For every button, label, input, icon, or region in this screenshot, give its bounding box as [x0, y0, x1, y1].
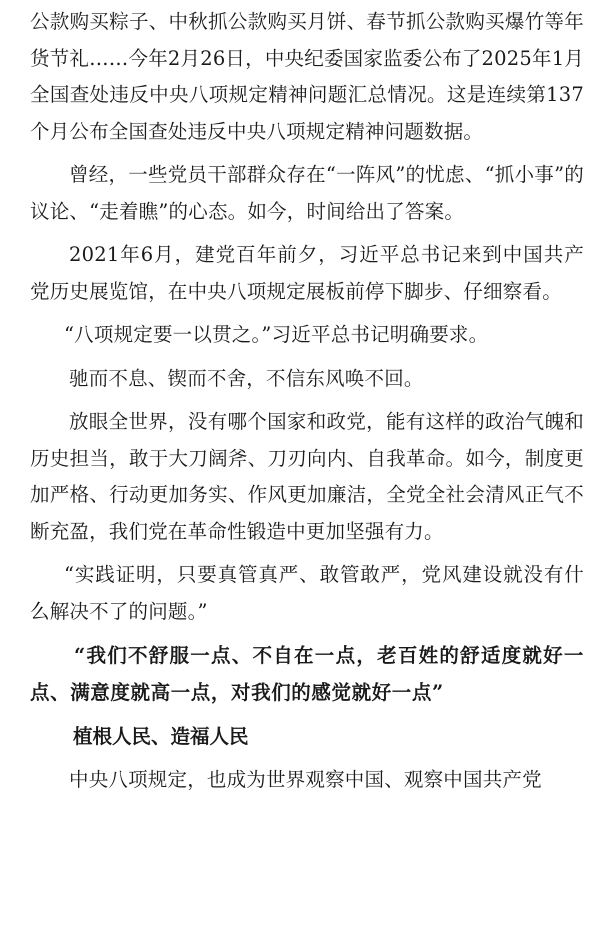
body-paragraph: 2021年6月，建党百年前夕，习近平总书记来到中国共产党历史展览馆，在中央八项规定展板前停下脚步、仔细察看。 — [30, 243, 584, 303]
pull-quote-heading: “我们不舒服一点、不自在一点，老百姓的舒适度就好一点、满意度就高一点，对我们的感觉就好一点” — [30, 644, 584, 704]
body-paragraph: 放眼全世界，没有哪个国家和政党，能有这样的政治气魄和历史担当，敢于大刀阔斧、刀刃向内、自我革命。如今，制度更加严格、行动更加务实、作风更加廉洁，全党全社会清风正气不断充盈，我们党在革命性锻造中更加坚强有力。 — [30, 410, 584, 543]
section-subheading: 植根人民、造福人民 — [73, 725, 249, 748]
body-paragraph: “八项规定要一以贯之。”习近平总书记明确要求。 — [64, 323, 489, 346]
body-paragraph: 公款购买粽子、中秋抓公款购买月饼、春节抓公款购买爆竹等年货节礼……今年2月26日，中央纪委国家监委公布了2025年1月全国查处违反中央八项规定精神问题汇总情况。这是连续第137个月公布全国查处违反中央八项规定精神问题数据。 — [30, 10, 584, 143]
body-paragraph: 驰而不息、锲而不舍，不信东风唤不回。 — [69, 366, 424, 390]
body-paragraph: 曾经，一些党员干部群众存在“一阵风”的忧虑、“抓小事”的议论、“走着瞧”的心态。如今，时间给出了答案。 — [30, 163, 584, 223]
body-paragraph: “实践证明，只要真管真严、敢管敢严，党风建设就没有什么解决不了的问题。” — [30, 563, 584, 623]
body-paragraph: 中央八项规定，也成为世界观察中国、观察中国共产党 — [69, 768, 542, 791]
